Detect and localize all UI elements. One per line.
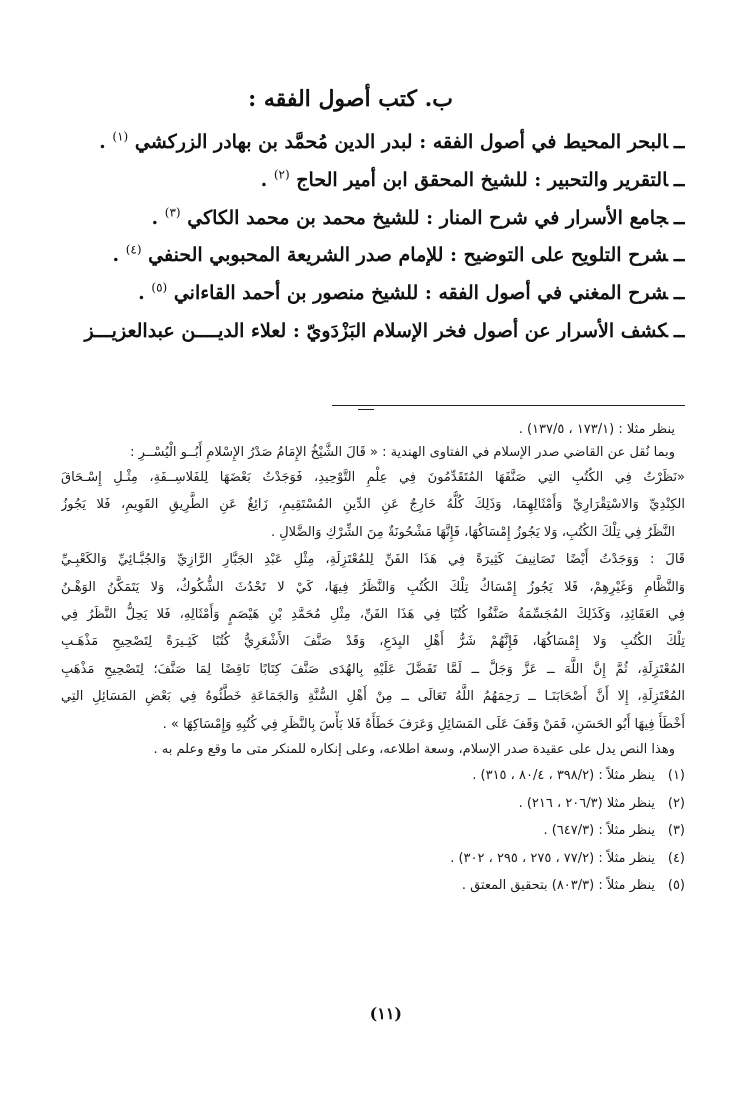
book-entry-text: كشف الأسرار عن أصول فخر الإسلام البَزْدَويّ : لعلاء الديــــن عبدالعزيـــز [84,319,668,342]
entry-end: . [99,131,106,153]
entry-dash: ــ [673,282,685,305]
book-entry-text: التقرير والتحبير : للشيخ المحقق ابن أمير الحاج [296,168,668,191]
entry-dash: ــ [673,319,685,342]
footnote-ref: (٢) [273,167,290,182]
quote-line: النَّظَرُ فِي تِلْكَ الكُتُبِ، وَلا يَجُوزُ إِمْسَاكُهَا، فَإِنَّهَا مَشْحُونَةٌ مِنَ الشِّرْكِ وَالضَّلالِ . [270,524,675,540]
footnote-separator [332,405,685,406]
footnote-text: ينظر مثلاً : (٨٠٣/٣) بتحقيق المعتق . [461,878,655,894]
entry-end: . [112,244,120,267]
quote-line: فِي العَقَائِدِ، وَكَذَلِكَ المُجَسِّمَةُ صَنَّفُوا كُتُبًا فِي هَذَا الفَنِّ، مِثْلِ مُحَمَّدِ بْنِ هَيْصَمٍ وَأَمْثَالِهِ، فَلا يَحِلُّ النَّظَرُ فِي [61,606,685,622]
book-entry-text: البحر المحيط في أصول الفقه : لبدر الدين مُحمَّد بن بهادر الزركشي [134,131,668,153]
entry-dash: ــ [673,168,685,191]
footnote-continuation: ينظر مثلا : (١٧٣/١ ، ١٣٧/٥) . [518,422,675,437]
book-entry [53,313,685,351]
book-entry-text: جامع الأسرار في شرح المنار : للشيخ محمد بن محمد الكاكي [187,206,668,229]
footnote-item [61,817,685,845]
book-entry [53,162,685,200]
book-entry-text: شرح التلويح على التوضيح : للإمام صدر الشريعة المحبوبي الحنفي [148,244,668,267]
quote-line: المُعْتَزِلَةِ، إِلا أَنَّ أَصْحَابَنَـا ــ رَحِمَهُمُ اللَّهُ تَعَالَى ــ مِنْ أَهْلِ السُّنَّةِ وَالجَمَاعَةِ خَطَّئُوهُ فِي بَعْضِ المَسَائِلِ التِي [61,689,685,705]
footnote-ref: (١) [112,129,129,144]
book-entry [53,200,685,238]
entry-dash: ــ [673,244,685,267]
footnote-number: (٤) [667,850,685,866]
footnote-number: (٥) [667,878,685,894]
quote-line: المُعْتَزِلَةِ، ثُمَّ إِنَّ اللَّهَ ــ عَزَّ وَجَلَّ ــ لَمَّا تَفَضَّلَ عَلَيْهِ بِالهُدَى صَنَّفَ كِتَابًا نَاقِضًا لِمَا صَنَّفَ؛ لِتَصْحِيحِ مَذْهَبِ [61,661,685,677]
separator-mark [358,405,374,410]
quote-line: الكِنْدِيِّ وَالاسْتِقْرَارِيِّ وَأَمْثَالِهِمَا، وَذَلِكَ كُلُّهُ خَارِجٌ عَنِ الدِّينِ المُسْتَقِيمِ، زَائِغٌ عَنِ الطَّرِيقِ القَوِيمِ، فَلا يَجُوزُ [61,497,685,513]
quote-intro: وبما نُقل عن القاضي صدر الإسلام في الفتاوى الهندية : « قَالَ الشَّيْخُ الإِمَامُ صَدْرُ الإِسْلامِ أَبُــو الْيُسْــرِ : [130,445,675,460]
quoted-passage [61,464,685,738]
footnote-number: (٣) [667,823,685,839]
usul-books-list [53,124,685,351]
footnote-item [61,872,685,900]
entry-dash: ــ [673,131,685,153]
book-entry [53,275,685,313]
entry-dash: ــ [673,206,685,229]
quote-line: «نَظَرْتُ فِي الكُتُبِ التِي صَنَّفَهَا المُتَقَدِّمُونَ فِي عِلْمِ التَّوْحِيدِ، فَوَجَدْتُ بَعْضَهَا لِلفَلاسِــفَةِ، مِثْـلِ إِسْـحَاقَ [61,470,685,485]
commentary-line: وهذا النص يدل على عقيدة صدر الإسلام، وسعة اطلاعه، وعلى إنكاره للمنكر متى ما وقع وعلم به . [153,741,675,757]
section-heading: ب. كتب أصول الفقه : [248,86,453,112]
quote-line: تِلْكَ الكُتُبِ وَلا إِمْسَاكُهَا، فَإِنَّهُمْ شَرُّ أَهْلِ البِدَعِ، وَقَدْ صَنَّفَ الأَشْعَرِيُّ كُتُبًا كَثِـيرَةً لِتَصْحِيحِ مَذْهَـبِ [61,634,685,650]
quote-line: أَخْطَأَ فِيهَا أَبُو الحَسَنِ، فَمَنْ وَقَفَ عَلَى المَسَائِلِ وَعَرَفَ خَطَأَهُ فَلا بَأْسَ بِالنَّظَرِ فِي كُتُبِهِ وَإِمْسَاكِهَا » . [162,716,685,732]
book-entry [53,237,685,275]
footnote-ref: (٤) [125,243,142,258]
footnote-text: ينظر مثلاً : (٦٤٧/٣) . [543,823,655,839]
footnote-item [61,790,685,818]
footnote-text: ينظر مثلا (٢٠٦/٣ ، ٢١٦) . [518,795,655,811]
footnote-number: (٢) [667,795,685,811]
entry-end: . [151,206,159,229]
quote-line: قَالَ : وَوَجَدْتُ أَيْضًا تَصَانِيفَ كَثِيرَةً فِي هَذَا الفَنِّ لِلمُعْتَزِلَةِ، مِثْلِ عَبْدِ الجَبَّارِ الرَّازِيِّ وَالجُبَّـائِيِّ وَالكَعْبِـيِّ [61,552,685,568]
footnote-item [61,845,685,873]
entry-end: . [260,168,268,191]
footnote-item [61,762,685,790]
numbered-footnotes [61,762,685,900]
footnote-text: ينظر مثلاً : (٧٧/٢ ، ٢٧٥ ، ٢٩٥ ، ٣٠٢) . [450,850,655,866]
quote-line: وَالنَّظَّامِ وَغَيْرِهِمْ، فَلا يَجُوزُ إِمْسَاكُ تِلْكَ الكُتُبِ وَالنَّظَرُ فِيهَا، كَيْ لا تَحْدُثَ الشُّكُوكُ، وَلا يَتَمَكَّنُ الوَهْـنُ [61,579,685,595]
footnote-text: ينظر مثلاً : (٣٩٨/٢ ، ٨٠/٤ ، ٣١٥) . [472,767,655,783]
footnote-number: (١) [667,767,685,783]
footnote-ref: (٥) [151,280,168,295]
book-entry-text: شرح المغني في أصول الفقه : للشيخ منصور بن أحمد القاءاني [173,282,668,305]
footnote-ref: (٣) [164,205,181,220]
page-number: (١١) [369,1004,402,1023]
book-entry [53,124,685,162]
footnotes-area [61,418,685,900]
entry-end: . [138,282,145,305]
